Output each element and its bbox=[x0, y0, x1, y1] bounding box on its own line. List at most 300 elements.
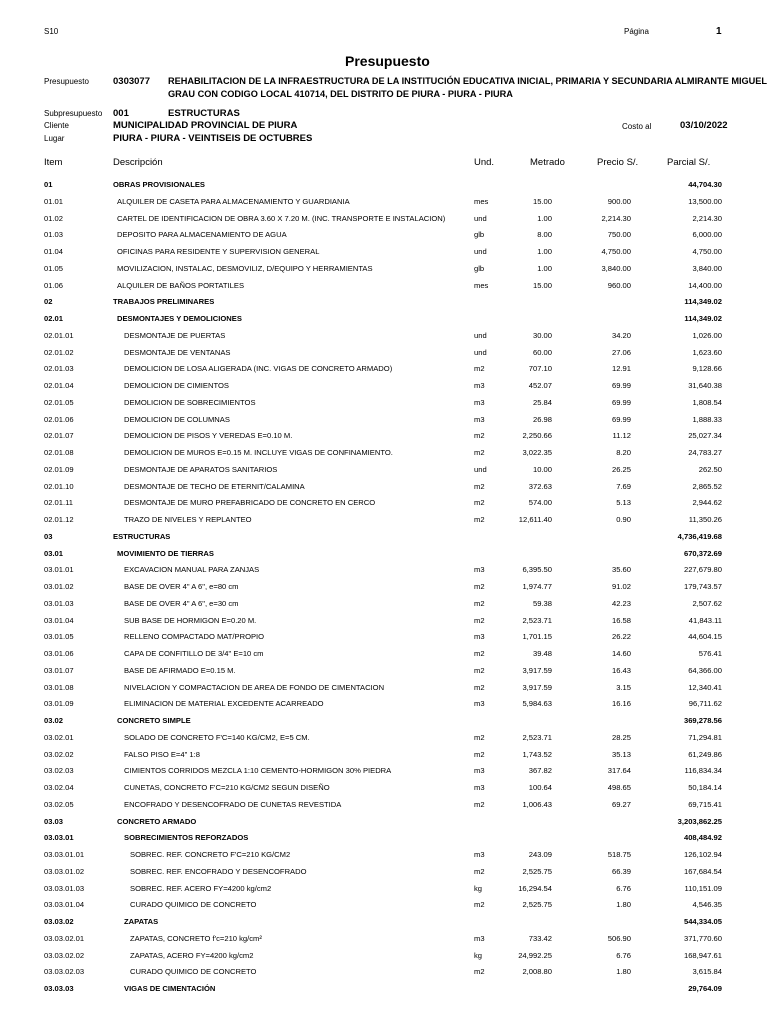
item-code: 03.01.08 bbox=[44, 682, 74, 692]
item-code: 02.01.05 bbox=[44, 397, 74, 407]
table-row bbox=[0, 930, 768, 947]
item-precio: 27.06 bbox=[611, 347, 631, 357]
item-description: ESTRUCTURAS bbox=[113, 531, 171, 541]
item-parcial: 576.41 bbox=[698, 649, 722, 658]
item-code: 02.01.01 bbox=[44, 330, 74, 340]
item-unit: m3 bbox=[474, 414, 485, 424]
item-code: 03.03.01.01 bbox=[44, 850, 85, 859]
table-row bbox=[0, 829, 768, 846]
item-code: 02.01.06 bbox=[44, 414, 74, 424]
item-parcial: 50,184.14 bbox=[688, 783, 722, 792]
item-parcial: 110,151.09 bbox=[684, 883, 722, 893]
item-code: 02.01.08 bbox=[44, 448, 74, 457]
item-code: 03.01.04 bbox=[44, 615, 74, 625]
item-precio: 900.00 bbox=[607, 196, 631, 206]
item-description: CURADO QUIMICO DE CONCRETO bbox=[130, 967, 257, 977]
table-row bbox=[0, 494, 768, 511]
item-metrado: 2,525.75 bbox=[522, 866, 552, 876]
subpresupuesto-name: ESTRUCTURAS bbox=[168, 108, 240, 119]
item-code: 02.01.10 bbox=[44, 481, 74, 491]
table-row bbox=[0, 545, 768, 562]
item-precio: 750.00 bbox=[607, 230, 631, 240]
item-unit: m3 bbox=[474, 565, 485, 575]
item-code: 03.02.03 bbox=[44, 766, 74, 776]
item-precio: 1.80 bbox=[616, 967, 631, 977]
item-unit: m2 bbox=[474, 364, 485, 374]
item-parcial: 168,947.61 bbox=[683, 950, 722, 960]
item-code: 03.03.02.02 bbox=[44, 950, 85, 960]
item-code: 03.01.05 bbox=[44, 632, 74, 642]
item-code: 03.03.01 bbox=[44, 833, 74, 843]
item-precio: 34.20 bbox=[611, 330, 631, 340]
item-unit: m3 bbox=[474, 699, 485, 709]
item-unit: m2 bbox=[474, 749, 485, 759]
item-unit: mes bbox=[474, 280, 489, 290]
item-unit: m3 bbox=[474, 381, 485, 390]
item-code: 03.03.03 bbox=[44, 984, 74, 993]
item-unit: und bbox=[474, 330, 487, 340]
page-number: 1 bbox=[716, 26, 722, 37]
item-unit: m2 bbox=[474, 866, 485, 876]
item-metrado: 100.64 bbox=[528, 783, 552, 792]
item-parcial: 544,334.05 bbox=[683, 917, 722, 926]
item-code: 03.01.02 bbox=[44, 582, 74, 591]
item-precio: 12.91 bbox=[611, 364, 631, 374]
table-row bbox=[0, 293, 768, 310]
item-parcial: 44,604.15 bbox=[688, 632, 722, 642]
item-unit: m2 bbox=[474, 598, 485, 608]
item-precio: 91.02 bbox=[611, 582, 631, 591]
item-metrado: 1.00 bbox=[537, 263, 552, 273]
item-description: DESMONTAJE DE APARATOS SANITARIOS bbox=[124, 464, 278, 474]
item-code: 02.01.02 bbox=[44, 347, 74, 357]
item-unit: m2 bbox=[474, 481, 485, 491]
item-metrado: 372.63 bbox=[528, 481, 552, 491]
item-unit: m2 bbox=[474, 732, 485, 742]
item-description: DESMONTAJE DE VENTANAS bbox=[124, 347, 231, 357]
item-description: SOBRECIMIENTOS REFORZADOS bbox=[124, 833, 249, 843]
item-parcial: 3,615.84 bbox=[692, 967, 722, 977]
item-metrado: 1,974.77 bbox=[522, 582, 552, 591]
item-description: NIVELACION Y COMPACTACION DE AREA DE FONDO DE CIMENTACION bbox=[124, 682, 385, 692]
item-parcial: 2,944.62 bbox=[692, 498, 722, 508]
table-row bbox=[0, 226, 768, 243]
table-row bbox=[0, 779, 768, 796]
column-header-parcial: Parcial S/. bbox=[667, 157, 711, 168]
item-parcial: 13,500.00 bbox=[688, 196, 722, 206]
item-parcial: 670,372.69 bbox=[683, 548, 722, 558]
item-description: DEMOLICION DE MUROS E=0.15 M. INCLUYE VIGAS DE CONFINAMIENTO. bbox=[124, 448, 393, 457]
item-metrado: 5,984.63 bbox=[522, 699, 552, 709]
item-parcial: 1,623.60 bbox=[692, 347, 722, 357]
table-row bbox=[0, 796, 768, 813]
item-description: ALQUILER DE BAÑOS PORTATILES bbox=[117, 280, 245, 290]
item-unit: und bbox=[474, 347, 487, 357]
document-title: Presupuesto bbox=[345, 53, 430, 69]
table-row bbox=[0, 411, 768, 428]
table-row bbox=[0, 612, 768, 629]
item-precio: 11.12 bbox=[612, 431, 631, 441]
table-row bbox=[0, 712, 768, 729]
item-precio: 3.15 bbox=[616, 682, 631, 692]
item-precio: 7.69 bbox=[616, 481, 631, 491]
item-description: FALSO PISO E=4" 1:8 bbox=[124, 749, 200, 759]
presupuesto-description-line1: REHABILITACION DE LA INFRAESTRUCTURA DE LA INSTITUCIÓN EDUCATIVA INICIAL, PRIMARIA Y SECUNDARIA ALMIRANTE MIGUEL bbox=[168, 76, 768, 86]
item-metrado: 2,523.71 bbox=[522, 732, 552, 742]
item-metrado: 2,523.71 bbox=[522, 615, 552, 625]
item-precio: 4,750.00 bbox=[601, 247, 631, 256]
item-parcial: 1,888.33 bbox=[692, 414, 722, 424]
item-parcial: 6,000.00 bbox=[692, 230, 722, 240]
table-row bbox=[0, 980, 768, 997]
item-precio: 518.75 bbox=[607, 850, 631, 859]
item-parcial: 4,736,419.68 bbox=[677, 531, 722, 541]
item-unit: m2 bbox=[474, 431, 485, 441]
item-description: DESMONTAJES Y DEMOLICIONES bbox=[117, 314, 242, 323]
cliente-value: MUNICIPALIDAD PROVINCIAL DE PIURA bbox=[113, 120, 298, 131]
item-metrado: 3,917.59 bbox=[522, 665, 552, 675]
item-precio: 42.23 bbox=[611, 598, 631, 608]
item-description: CONCRETO SIMPLE bbox=[117, 716, 191, 725]
item-code: 01.02 bbox=[44, 213, 64, 223]
item-code: 03.02 bbox=[44, 716, 64, 725]
item-description: CARTEL DE IDENTIFICACION DE OBRA 3.60 X 7.20 M. (INC. TRANSPORTE E INSTALACION) bbox=[117, 213, 446, 223]
item-code: 03.03.02.01 bbox=[44, 933, 85, 943]
item-description: CUNETAS, CONCRETO F'C=210 KG/CM2 SEGUN DISEÑO bbox=[124, 783, 330, 792]
table-row bbox=[0, 277, 768, 294]
item-precio: 5.13 bbox=[616, 498, 631, 508]
item-description: DESMONTAJE DE TECHO DE ETERNIT/CALAMINA bbox=[124, 481, 305, 491]
item-precio: 69.27 bbox=[611, 799, 631, 809]
item-description: SUB BASE DE HORMIGON E=0.20 M. bbox=[124, 615, 257, 625]
item-metrado: 707.10 bbox=[528, 364, 552, 374]
item-parcial: 29,764.09 bbox=[688, 984, 722, 993]
item-description: OBRAS PROVISIONALES bbox=[113, 180, 205, 189]
item-unit: m2 bbox=[474, 900, 485, 910]
table-row bbox=[0, 947, 768, 964]
subpresupuesto-label: Subpresupuesto bbox=[44, 109, 103, 118]
item-precio: 0.90 bbox=[616, 515, 631, 524]
item-description: OFICINAS PARA RESIDENTE Y SUPERVISION GENERAL bbox=[117, 247, 320, 256]
item-precio: 2,214.30 bbox=[601, 213, 631, 223]
item-unit: m2 bbox=[474, 615, 485, 625]
item-description: SOBREC. REF. ACERO FY=4200 kg/cm2 bbox=[130, 883, 272, 893]
item-parcial: 114,349.02 bbox=[684, 314, 722, 323]
item-code: 03.01.06 bbox=[44, 649, 74, 658]
item-unit: kg bbox=[474, 883, 483, 893]
column-header-precio: Precio S/. bbox=[597, 157, 639, 168]
item-parcial: 11,350.26 bbox=[688, 515, 722, 524]
item-parcial: 179,743.57 bbox=[683, 582, 722, 591]
item-unit: m3 bbox=[474, 397, 485, 407]
item-code: 01 bbox=[44, 180, 53, 189]
item-description: BASE DE AFIRMADO E=0.15 M. bbox=[124, 665, 236, 675]
item-parcial: 25,027.34 bbox=[688, 431, 722, 441]
item-code: 03.02.01 bbox=[44, 732, 74, 742]
item-description: DEPOSITO PARA ALMACENAMIENTO DE AGUA bbox=[117, 230, 287, 240]
lugar-value: PIURA - PIURA - VEINTISEIS DE OCTUBRES bbox=[113, 133, 313, 144]
table-row bbox=[0, 193, 768, 210]
item-metrado: 367.82 bbox=[528, 766, 552, 776]
table-row bbox=[0, 729, 768, 746]
item-metrado: 39.48 bbox=[532, 649, 552, 658]
item-metrado: 6,395.50 bbox=[522, 565, 552, 575]
item-metrado: 25.84 bbox=[532, 397, 552, 407]
item-description: SOLADO DE CONCRETO F'C=140 KG/CM2, E=5 CM. bbox=[124, 732, 310, 742]
table-row bbox=[0, 645, 768, 662]
column-header-item: Item bbox=[44, 157, 63, 168]
item-precio: 35.60 bbox=[611, 565, 631, 575]
item-parcial: 64,366.00 bbox=[688, 665, 722, 675]
item-unit: m2 bbox=[474, 682, 485, 692]
table-row bbox=[0, 679, 768, 696]
item-precio: 28.25 bbox=[611, 732, 631, 742]
item-parcial: 126,102.94 bbox=[683, 850, 722, 859]
column-header-metrado: Metrado bbox=[530, 157, 565, 168]
item-unit: m2 bbox=[474, 582, 485, 591]
table-row bbox=[0, 394, 768, 411]
item-precio: 26.25 bbox=[611, 464, 631, 474]
item-parcial: 4,546.35 bbox=[692, 900, 722, 910]
item-parcial: 369,278.56 bbox=[683, 716, 722, 725]
item-unit: m3 bbox=[474, 766, 485, 776]
item-metrado: 2,008.80 bbox=[522, 967, 552, 977]
item-parcial: 408,484.92 bbox=[683, 833, 722, 843]
item-parcial: 262.50 bbox=[698, 464, 722, 474]
item-description: DESMONTAJE DE MURO PREFABRICADO DE CONCRETO EN CERCO bbox=[124, 498, 376, 508]
item-precio: 16.43 bbox=[611, 665, 631, 675]
item-parcial: 12,340.41 bbox=[688, 682, 722, 692]
item-parcial: 114,349.02 bbox=[684, 297, 722, 307]
table-row bbox=[0, 896, 768, 913]
item-precio: 69.99 bbox=[611, 381, 631, 390]
table-row bbox=[0, 578, 768, 595]
item-parcial: 71,294.81 bbox=[688, 732, 722, 742]
item-parcial: 31,640.38 bbox=[688, 381, 722, 390]
item-parcial: 9,128.66 bbox=[692, 364, 722, 374]
item-unit: und bbox=[474, 213, 487, 223]
item-description: ALQUILER DE CASETA PARA ALMACENAMIENTO Y GUARDIANIA bbox=[117, 196, 350, 206]
item-precio: 498.65 bbox=[607, 783, 631, 792]
item-description: CURADO QUIMICO DE CONCRETO bbox=[130, 900, 257, 910]
item-code: 02.01.11 bbox=[44, 498, 73, 508]
item-parcial: 1,808.54 bbox=[692, 397, 722, 407]
item-code: 03.01.09 bbox=[44, 699, 74, 709]
item-precio: 317.64 bbox=[607, 766, 631, 776]
item-code: 03.03.01.02 bbox=[44, 866, 85, 876]
item-metrado: 733.42 bbox=[528, 933, 552, 943]
table-row bbox=[0, 360, 768, 377]
item-code: 03.01.07 bbox=[44, 665, 74, 675]
item-code: 01.05 bbox=[44, 263, 64, 273]
item-description: MOVIMIENTO DE TIERRAS bbox=[117, 548, 214, 558]
table-row bbox=[0, 561, 768, 578]
costo-label: Costo al bbox=[622, 122, 652, 131]
item-code: 02.01 bbox=[44, 314, 64, 323]
table-row bbox=[0, 863, 768, 880]
item-unit: m3 bbox=[474, 632, 485, 642]
system-code: S10 bbox=[44, 27, 59, 36]
item-description: DEMOLICION DE PISOS Y VEREDAS E=0.10 M. bbox=[124, 431, 293, 441]
item-description: SOBREC. REF. ENCOFRADO Y DESENCOFRADO bbox=[130, 866, 307, 876]
item-description: BASE DE OVER 4" A 6", e=80 cm bbox=[124, 582, 239, 591]
item-code: 03.01.03 bbox=[44, 598, 74, 608]
item-unit: m3 bbox=[474, 933, 485, 943]
item-unit: m2 bbox=[474, 498, 485, 508]
lugar-label: Lugar bbox=[44, 134, 65, 143]
item-description: CONCRETO ARMADO bbox=[117, 816, 197, 826]
item-parcial: 1,026.00 bbox=[692, 330, 722, 340]
table-row bbox=[0, 478, 768, 495]
item-description: ZAPATAS bbox=[124, 917, 159, 926]
item-metrado: 243.09 bbox=[528, 850, 552, 859]
table-row bbox=[0, 511, 768, 528]
item-parcial: 2,507.62 bbox=[692, 598, 722, 608]
item-code: 03.03.01.04 bbox=[44, 900, 85, 910]
item-unit: kg bbox=[474, 950, 483, 960]
item-metrado: 15.00 bbox=[532, 280, 552, 290]
item-precio: 8.20 bbox=[616, 448, 631, 457]
item-code: 02.01.07 bbox=[44, 431, 74, 441]
presupuesto-label: Presupuesto bbox=[44, 77, 89, 86]
item-description: ZAPATAS, ACERO FY=4200 kg/cm2 bbox=[130, 950, 254, 960]
table-row bbox=[0, 595, 768, 612]
item-description: TRAZO DE NIVELES Y REPLANTEO bbox=[124, 515, 252, 524]
item-description: ENCOFRADO Y DESENCOFRADO DE CUNETAS REVESTIDA bbox=[124, 799, 342, 809]
item-unit: und bbox=[474, 247, 487, 256]
item-description: DEMOLICION DE CIMIENTOS bbox=[124, 381, 229, 390]
item-code: 03 bbox=[44, 531, 53, 541]
column-header-und: Und. bbox=[474, 157, 495, 168]
item-code: 03.03.02 bbox=[44, 917, 74, 926]
item-parcial: 3,203,862.25 bbox=[677, 816, 722, 826]
item-unit: und bbox=[474, 464, 487, 474]
table-row bbox=[0, 327, 768, 344]
item-metrado: 574.00 bbox=[528, 498, 552, 508]
item-unit: glb bbox=[474, 230, 485, 240]
item-description: ZAPATAS, CONCRETO f'c=210 kg/cm² bbox=[130, 933, 262, 943]
item-metrado: 26.98 bbox=[532, 414, 552, 424]
table-row bbox=[0, 746, 768, 763]
cliente-label: Cliente bbox=[44, 121, 69, 130]
item-parcial: 2,214.30 bbox=[692, 213, 722, 223]
item-description: DESMONTAJE DE PUERTAS bbox=[124, 330, 226, 340]
item-code: 01.04 bbox=[44, 247, 64, 256]
table-row bbox=[0, 427, 768, 444]
item-description: DEMOLICION DE SOBRECIMIENTOS bbox=[124, 397, 256, 407]
item-code: 01.06 bbox=[44, 280, 64, 290]
item-precio: 3,840.00 bbox=[601, 263, 631, 273]
item-unit: m2 bbox=[474, 515, 485, 524]
item-description: CIMIENTOS CORRIDOS MEZCLA 1:10 CEMENTO-HORMIGON 30% PIEDRA bbox=[124, 766, 392, 776]
item-precio: 16.16 bbox=[611, 699, 631, 709]
item-precio: 26.22 bbox=[611, 632, 631, 642]
item-metrado: 2,250.66 bbox=[522, 431, 552, 441]
item-code: 03.01.01 bbox=[44, 565, 74, 575]
table-row bbox=[0, 528, 768, 545]
table-row bbox=[0, 662, 768, 679]
item-metrado: 1,743.52 bbox=[522, 749, 552, 759]
item-code: 03.01 bbox=[44, 548, 64, 558]
item-metrado: 15.00 bbox=[532, 196, 552, 206]
item-description: MOVILIZACION, INSTALAC, DESMOVILIZ, D/EQUIPO Y HERRAMIENTAS bbox=[117, 263, 373, 273]
item-metrado: 16,294.54 bbox=[518, 883, 552, 893]
item-code: 03.02.04 bbox=[44, 783, 74, 792]
item-description: CAPA DE CONFITILLO DE 3/4" E=10 cm bbox=[124, 649, 264, 658]
item-description: RELLENO COMPACTADO MAT/PROPIO bbox=[124, 632, 265, 642]
item-code: 02.01.04 bbox=[44, 381, 74, 390]
item-precio: 69.99 bbox=[611, 397, 631, 407]
item-code: 03.03.02.03 bbox=[44, 967, 85, 977]
item-parcial: 116,834.34 bbox=[684, 766, 722, 776]
item-description: EXCAVACION MANUAL PARA ZANJAS bbox=[124, 565, 260, 575]
item-metrado: 12,611.40 bbox=[518, 515, 552, 524]
item-description: ELIMINACION DE MATERIAL EXCEDENTE ACARREADO bbox=[124, 699, 324, 709]
item-parcial: 24,783.27 bbox=[688, 448, 722, 457]
item-parcial: 44,704.30 bbox=[688, 180, 722, 189]
item-code: 03.03 bbox=[44, 816, 64, 826]
table-row bbox=[0, 880, 768, 897]
item-description: DEMOLICION DE LOSA ALIGERADA (INC. VIGAS DE CONCRETO ARMADO) bbox=[124, 364, 393, 374]
subpresupuesto-code: 001 bbox=[113, 108, 129, 119]
item-metrado: 3,917.59 bbox=[522, 682, 552, 692]
item-unit: glb bbox=[474, 263, 485, 273]
item-code: 03.03.01.03 bbox=[44, 883, 85, 893]
table-row bbox=[0, 628, 768, 645]
item-code: 03.02.05 bbox=[44, 799, 74, 809]
item-metrado: 1,701.15 bbox=[522, 632, 552, 642]
item-code: 01.01 bbox=[44, 196, 64, 206]
table-row bbox=[0, 762, 768, 779]
item-parcial: 4,750.00 bbox=[692, 247, 722, 256]
item-metrado: 59.38 bbox=[532, 598, 552, 608]
item-unit: m3 bbox=[474, 850, 485, 859]
costo-date: 03/10/2022 bbox=[680, 120, 728, 131]
table-row bbox=[0, 210, 768, 227]
item-unit: m3 bbox=[474, 783, 485, 792]
item-unit: mes bbox=[474, 196, 489, 206]
item-code: 01.03 bbox=[44, 230, 64, 240]
item-precio: 1.80 bbox=[616, 900, 631, 910]
item-precio: 14.60 bbox=[611, 649, 631, 658]
item-parcial: 41,843.11 bbox=[688, 615, 722, 625]
presupuesto-code: 0303077 bbox=[113, 76, 150, 87]
item-unit: m2 bbox=[474, 665, 485, 675]
item-precio: 506.90 bbox=[607, 933, 631, 943]
item-metrado: 30.00 bbox=[532, 330, 552, 340]
item-description: BASE DE OVER 4" A 6", e=30 cm bbox=[124, 598, 239, 608]
table-row bbox=[0, 260, 768, 277]
item-metrado: 452.07 bbox=[528, 381, 552, 390]
item-metrado: 3,022.35 bbox=[522, 448, 552, 457]
item-description: VIGAS DE CIMENTACIÓN bbox=[124, 984, 216, 993]
item-metrado: 2,525.75 bbox=[522, 900, 552, 910]
item-precio: 16.58 bbox=[611, 615, 631, 625]
item-parcial: 167,684.54 bbox=[683, 866, 722, 876]
item-parcial: 14,400.00 bbox=[688, 280, 722, 290]
table-row bbox=[0, 695, 768, 712]
presupuesto-description-line2: GRAU CON CODIGO LOCAL 410714, DEL DISTRITO DE PIURA - PIURA - PIURA bbox=[168, 89, 513, 99]
table-row bbox=[0, 461, 768, 478]
item-parcial: 2,865.52 bbox=[692, 481, 722, 491]
item-unit: m2 bbox=[474, 448, 485, 457]
column-header-descripcion: Descripción bbox=[113, 157, 163, 168]
item-metrado: 24,992.25 bbox=[518, 950, 552, 960]
item-parcial: 3,840.00 bbox=[692, 263, 722, 273]
item-precio: 6.76 bbox=[616, 950, 631, 960]
item-precio: 6.76 bbox=[616, 883, 631, 893]
item-parcial: 69,715.41 bbox=[688, 799, 722, 809]
